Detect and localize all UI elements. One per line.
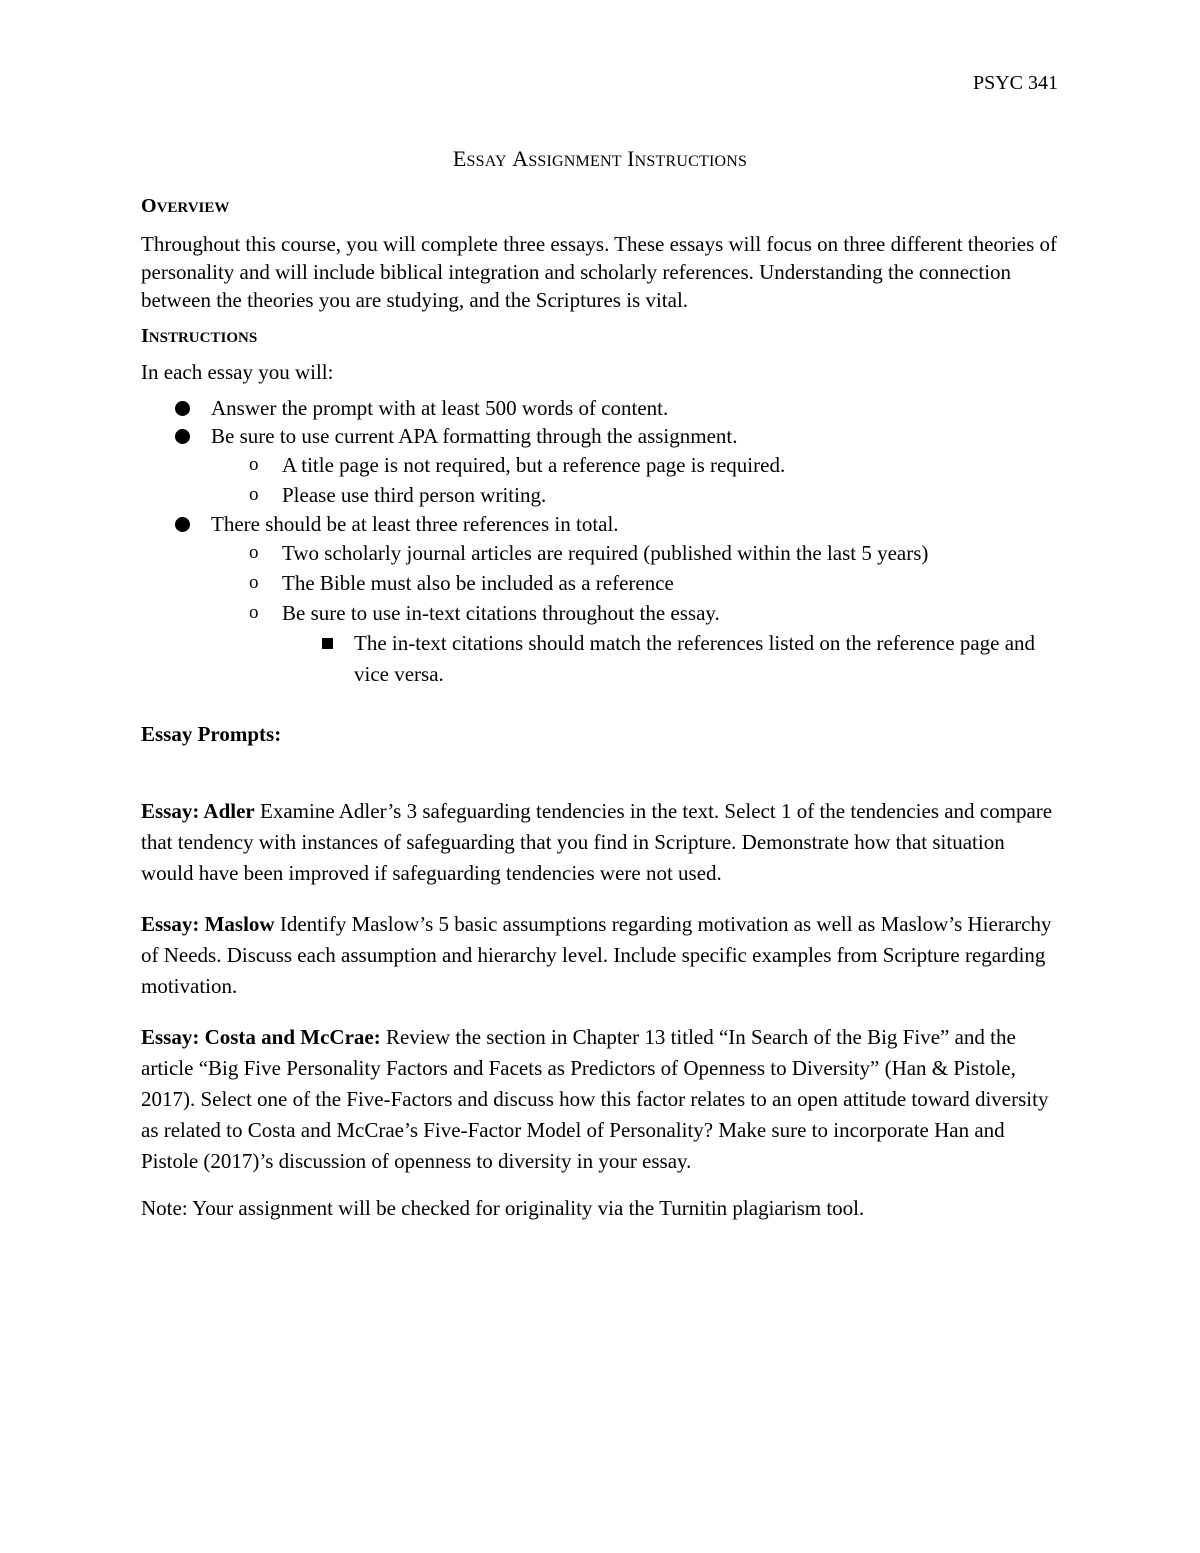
sub-list [211, 538, 1061, 690]
title-word-1-rest: SSAY [466, 153, 507, 170]
essay-prompt-maslow [141, 909, 1061, 1002]
sub-list-item [211, 538, 1061, 568]
list-item [141, 510, 1061, 690]
essay-text-maslow: Identify Maslow’s 5 basic assumptions regarding motivation as well as Maslow’s Hierarchy of Needs. Discuss each assumption and hierarchy level. Include specific examples from Scripture regarding motivation. [141, 912, 1052, 998]
originality-note: Note: Your assignment will be checked for originality via the Turnitin plagiarism tool. [141, 1196, 865, 1220]
sub-list-item [211, 568, 1061, 598]
sub-list [211, 450, 1061, 510]
essay-prompts-heading: Essay Prompts: [141, 722, 282, 746]
disc-bullet-icon [175, 401, 190, 416]
instructions-heading-rest: NSTRUCTIONS [148, 330, 258, 346]
essay-prompt-costa-mccrae [141, 1022, 1061, 1177]
title-word-1-initial: E [452, 146, 467, 171]
essay-text-adler: Examine Adler’s 3 safeguarding tendencies in the text. Select 1 of the tendencies and compare that tendency with instances of safeguarding that you find in Scripture. Demonstrate how that situation would have been improved if safeguarding tendencies were not used. [141, 799, 1053, 885]
circle-bullet-icon: o [249, 542, 259, 563]
document-title [0, 144, 1200, 174]
title-word-2-initial: A [512, 146, 529, 171]
circle-bullet-icon: o [249, 484, 259, 505]
sub-list-item-text: The Bible must also be included as a reference [282, 571, 674, 595]
instructions-list [141, 394, 1061, 690]
list-item-text: There should be at least three references in total. [211, 512, 619, 536]
title-word-2-rest: SSIGNMENT [528, 153, 622, 170]
instructions-intro: In each essay you will: [141, 360, 334, 384]
essay-label-maslow: Essay: Maslow [141, 912, 275, 936]
circle-bullet-icon: o [249, 572, 259, 593]
sub-list-item-text: Be sure to use in-text citations throughout the essay. [282, 601, 720, 625]
sub-sub-list-item-text: The in-text citations should match the references listed on the reference page and vice versa. [354, 631, 1036, 686]
sub-list-item-text: A title page is not required, but a reference page is required. [282, 453, 786, 477]
sub-sub-list [282, 628, 1061, 690]
list-item-text: Be sure to use current APA formatting through the assignment. [211, 424, 738, 448]
circle-bullet-icon: o [249, 602, 259, 623]
title-word-3-rest: NSTRUCTIONS [634, 153, 748, 170]
overview-heading-rest: VERVIEW [156, 200, 230, 216]
overview-heading [141, 192, 1061, 220]
essay-text-costa-mccrae: Review the section in Chapter 13 titled “In Search of the Big Five” and the article “Big Five Personality Factors and Facets as Predictors of Openness to Diversity” (Han & Pistole, 2017). Select one of the Five-Factors and discuss how this factor relates to an open attitude toward diversity as related to Costa and McCrae’s Five-Factor Model of Personality? Make sure to incorporate Han and Pistole (2017)’s discussion of openness to diversity in your essay. [141, 1025, 1049, 1173]
overview-heading-initial: O [141, 195, 157, 217]
essay-label-adler: Essay: Adler [141, 799, 255, 823]
instructions-heading-initial: I [141, 325, 149, 347]
list-item [141, 422, 1061, 510]
list-item-text: Answer the prompt with at least 500 words of content. [211, 396, 669, 420]
circle-bullet-icon: o [249, 454, 259, 475]
title-word-3-initial: I [627, 146, 635, 171]
essay-label-costa-mccrae: Essay: Costa and McCrae: [141, 1025, 381, 1049]
essay-prompt-adler [141, 796, 1061, 889]
disc-bullet-icon [175, 429, 190, 444]
sub-sub-list-item [282, 628, 1061, 690]
course-code: PSYC 341 [972, 72, 1058, 94]
sub-list-item-text: Two scholarly journal articles are required (published within the last 5 years) [282, 541, 929, 565]
sub-list-item [211, 598, 1061, 690]
sub-list-item [211, 480, 1061, 510]
list-item [141, 394, 1061, 422]
instructions-heading [141, 322, 1061, 350]
sub-list-item-text: Please use third person writing. [282, 483, 547, 507]
document-body [141, 192, 1061, 1224]
disc-bullet-icon [175, 517, 190, 532]
overview-text: Throughout this course, you will complete three essays. These essays will focus on three different theories of personality and will include biblical integration and scholarly references. Understanding the connection between the theories you are studying, and the Scriptures is vital. [141, 232, 1057, 312]
square-bullet-icon [322, 638, 333, 649]
sub-list-item [211, 450, 1061, 480]
